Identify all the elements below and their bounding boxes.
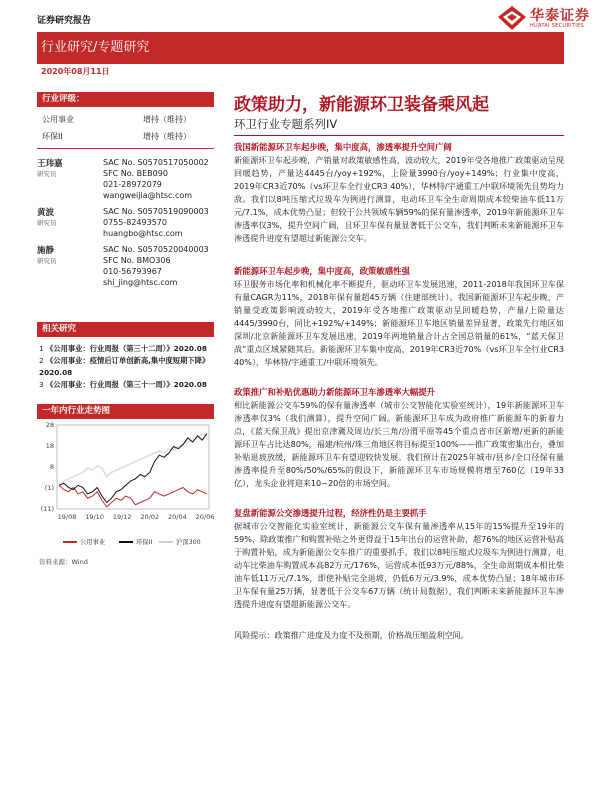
section xyxy=(234,141,564,245)
y-tick-label: 28 xyxy=(45,421,54,429)
analyst-role: 研究员 xyxy=(37,170,57,178)
y-tick-label: 8 xyxy=(49,463,54,471)
analyst-role: 研究员 xyxy=(37,219,57,227)
legend-env: 环保II xyxy=(136,539,153,546)
analyst-email[interactable]: wangweijia@htsc.com xyxy=(103,191,193,200)
analyst-sfc: SFC No. BEB090 xyxy=(103,169,168,178)
analyst-sac: SAC No. S0570517050002 xyxy=(103,158,209,167)
analyst-name: 王玮嘉 xyxy=(37,159,63,169)
analyst-name: 黄波 xyxy=(37,208,55,218)
section-body: 环卫服务市场化率和机械化率不断提升，驱动环卫车发展迅速，2011-2018年我国环卫车保有量CAGR为11%，2018年保有量超45万辆（住建部统计）。我国新能源环卫车起步晚，产销量受政策影响波动较大，2019年受各地推广政策驱动呈回暖趋势，产量/上险量达4445/3990台，同比+192%/+149%；新能源环卫车地区销量差异显著，政策先行地区如深圳/北京新能源环卫车发展迅速，2019年两地销量合计占全国总销量的61%，“蓝天保卫战”重点区域紧随其后。新能源环卫车集中度高，2019年CR3近70%（vs环卫车全行业CR3 40%），华林特/宇通重工/中联环境领先。 xyxy=(234,279,564,367)
analyst-phone: 0755-82493570 xyxy=(103,218,167,227)
report-subtitle: 环卫行业专题系列IV xyxy=(234,117,338,131)
category-label: 行业研究/专题研究 xyxy=(41,40,150,55)
legend-swatch-utilities xyxy=(63,541,77,543)
trend-chart-box xyxy=(37,404,214,566)
x-tick-label: 20/06 xyxy=(195,513,214,521)
section-heading: 新能源环卫车起步晚，集中度高，政策敏感性强 xyxy=(234,266,410,276)
chart-title: 一年内行业走势图 xyxy=(37,404,214,419)
section xyxy=(234,507,564,611)
related-heading: 相关研究 xyxy=(37,322,214,337)
rating-heading: 行业评级： xyxy=(37,92,214,107)
y-tick-label: (11) xyxy=(40,505,54,513)
section-heading: 我国新能源环卫车起步晚，集中度高，渗透率提升空间广阔 xyxy=(234,142,452,152)
series-line-0 xyxy=(59,485,207,507)
analyst-role: 研究员 xyxy=(37,257,57,265)
rating-value: 增持（维持） xyxy=(143,115,191,124)
related-item[interactable]: 1 《公用事业：行业周报（第三十二周）》2020.08 xyxy=(39,344,207,353)
divider xyxy=(37,148,214,149)
analyst-phone: 021-28972079 xyxy=(103,180,162,189)
section-body: 新能源环卫车起步晚，产销量对政策敏感性高，波动较大，2019年受各地推广政策驱动呈现回暖趋势，产量达4445台/yoy+192%，上险量3990台/yoy+149%；行业集中度高，2019年CR3近70%（vs环卫车全行业CR3 40%），华林特/宇通重工/中联环境领先且势均力敌。我们以8吨压缩式垃圾车为例进行测算，电动环卫车全生命周期成本较柴油车低11万元/7.1%，成本优势凸显；但较于公共领域车辆59%的保有量渗透率，2019年新能源环卫车渗透率仅3%，提升空间广阔，且环卫车保有量显著低于公交车，我们判断未来新能源环卫车渗透提升进度有望超过新能源公交车。 xyxy=(234,155,564,243)
analyst-email[interactable]: shi_jing@htsc.com xyxy=(103,278,178,287)
chart-source: 资料来源：Wind xyxy=(39,558,88,566)
rating-sector: 环保II xyxy=(42,132,63,141)
related-item[interactable]: 3 《公用事业：行业周报（第三十一周）》2020.08 xyxy=(39,380,207,389)
header-banner xyxy=(37,32,564,76)
legend-swatch-env xyxy=(119,541,133,543)
x-tick-label: 19/12 xyxy=(112,513,132,521)
logo-en: HUATAI SECURITIES xyxy=(530,23,584,29)
doc-type: 证券研究报告 xyxy=(37,16,92,26)
section xyxy=(234,265,564,369)
legend-hs300: 沪深300 xyxy=(176,539,201,546)
risk-warning: 风险提示：政策推广进度及力度不及预期，价格战压缩盈利空间。 xyxy=(234,630,469,640)
analyst-email[interactable]: huangbo@htsc.com xyxy=(103,229,183,238)
section-body: 相比新能源公交车59%的保有量渗透率（城市公交智能化实验室统计），19年新能源环卫车渗透率仅3%（我们测算），提升空间广阔。新能源环卫车成为政府推广新能源车的新着力点，《蓝天保卫战》提出京津冀及周边/长三角/汾渭平原等45个重点省市区新增/更新的新能源环卫车占比达80%，福建/杭州/珠三角地区将目标提至100%——推广政策密集出台，叠加补贴退坡放缓，新能源环卫车有望迎较快发展。我们预计在2025年城市/县乡/全口径保有量渗透率提升至80%/50%/65%的假设下，新能源环卫车市场规模将增至760亿（19年33亿），龙头企业将迎来10~20倍的市场空间。 xyxy=(234,400,564,488)
x-tick-label: 19/10 xyxy=(85,513,104,521)
rating-box xyxy=(37,92,214,147)
logo-cn: 华泰证券 xyxy=(530,8,590,24)
analyst-name: 施静 xyxy=(37,246,55,256)
related-item[interactable]: 2 《公用事业：疫情后订单创新高,集中度短期下降》2020.08 xyxy=(39,356,210,377)
x-tick-label: 19/08 xyxy=(57,513,77,521)
y-tick-label: (1) xyxy=(44,484,54,492)
rating-sector: 公用事业 xyxy=(42,115,74,124)
chart-plot-area xyxy=(57,425,209,509)
section-body: 据城市公交智能化实验室统计，新能源公交车保有量渗透率从15年的15%提升至19年的59%，除政策推广和购置补贴之外更得益于15年出台的运营补助，超76%的地区运营补贴高于购置补贴，成为新能源公交车推广的重要抓手。我们以8吨压缩式垃圾车为例进行测算，电动车比柴油车购置成本高82万元/176%，运营成本低93万元/88%，全生命周期成本相比柴油车低11万元/7.1%，即使补贴完全退坡，仍低6万元/3.9%，成本优势凸显；18年城市环卫车保有量25万辆，显著低于公交车67万辆（统计局数据），我们判断未来新能源环卫车渗透提升进度有望超新能源公交车。 xyxy=(234,521,564,609)
legend-swatch-hs300 xyxy=(159,541,173,543)
report-date: 2020年08月11日 xyxy=(41,67,110,76)
analyst-sfc: SFC No. BMO306 xyxy=(103,256,171,265)
y-tick-label: 18 xyxy=(45,442,54,450)
analyst-phone: 010-56793967 xyxy=(103,267,162,276)
section-heading: 政策推广和补贴优惠助力新能源环卫车渗透率大幅提升 xyxy=(234,387,435,397)
huatai-logo-icon xyxy=(497,5,527,31)
title-divider xyxy=(234,135,564,136)
x-tick-label: 20/02 xyxy=(140,513,160,521)
rating-value: 增持（维持） xyxy=(143,132,191,141)
x-tick-label: 20/04 xyxy=(168,513,187,521)
trend-chart xyxy=(37,419,214,539)
chart-legend xyxy=(37,539,214,553)
legend-utilities: 公用事业 xyxy=(80,539,106,546)
analyst-sac: SAC No. S0570519090003 xyxy=(103,207,209,216)
analyst-sac: SAC No. S0570520040003 xyxy=(103,245,209,254)
section-heading: 复盘新能源公交渗透提升过程，经济性仍是主要抓手 xyxy=(234,508,427,518)
section xyxy=(234,386,564,490)
report-title: 政策助力，新能源环卫装备乘风起 xyxy=(234,95,489,115)
related-box xyxy=(37,322,214,391)
